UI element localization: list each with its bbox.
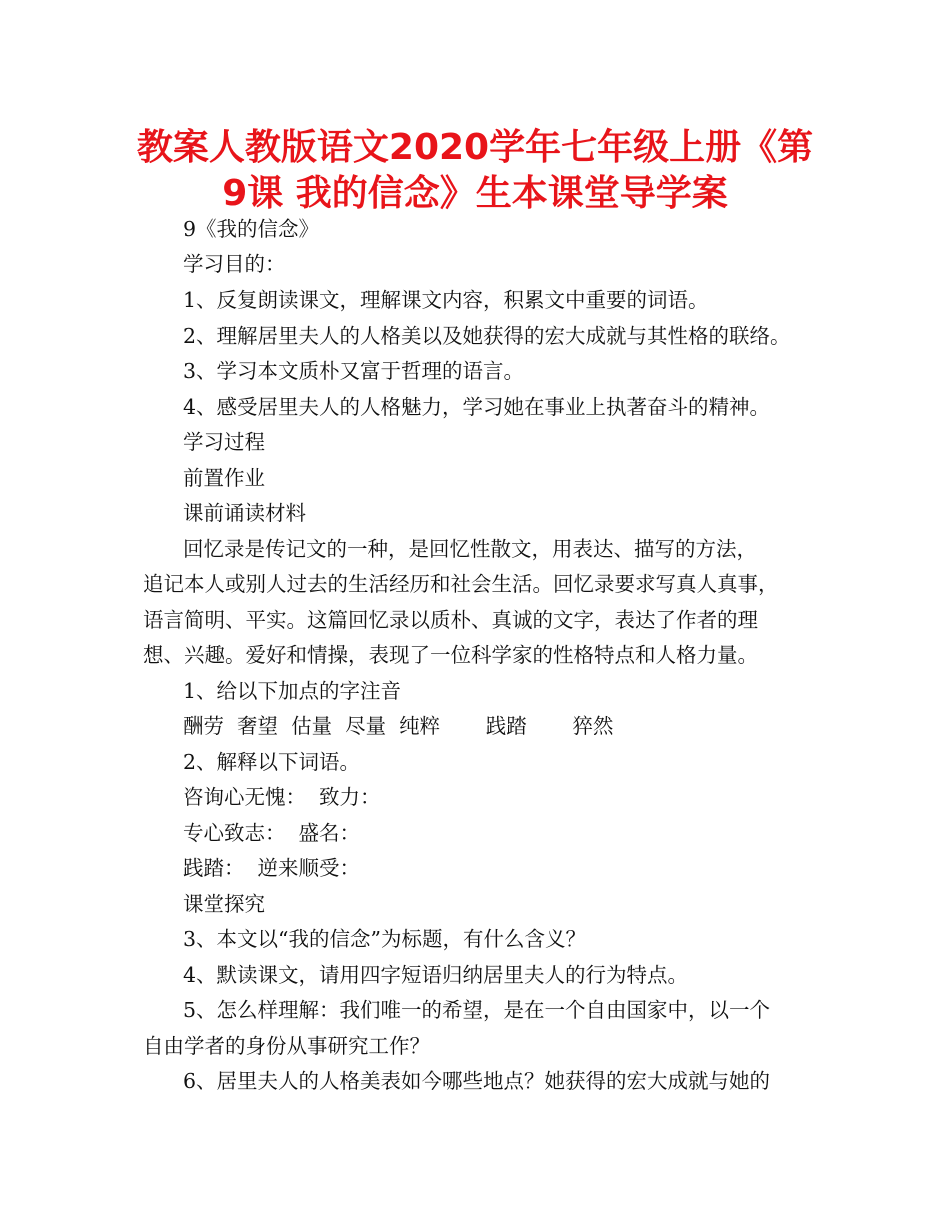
question-item-continuation: 自由学者的身份从事研究工作？ xyxy=(143,1034,430,1058)
paragraph-line: 想、兴趣。爱好和情操，表现了一位科学家的性格特点和人格力量。 xyxy=(143,643,758,667)
vocabulary-definitions: 咨询心无愧： 致力： xyxy=(183,785,381,809)
document-title-line-1: 教案人教版语文2020学年七年级上册《第 xyxy=(136,127,814,168)
question-item: 4、默读课文，请用四字短语归纳居里夫人的行为特点。 xyxy=(183,963,689,987)
question-item: 5、怎么样理解：我们唯一的希望，是在一个自由国家中，以一个 xyxy=(183,998,771,1022)
vocabulary-definitions: 践踏： 逆来顺受： xyxy=(183,856,361,880)
objective-item: 3、学习本文质朴又富于哲理的语言。 xyxy=(183,359,525,383)
lesson-heading: 9《我的信念》 xyxy=(183,217,320,241)
vocabulary-words: 酬劳 奢望 估量 尽量 纯粹 践踏 猝然 xyxy=(183,714,614,738)
vocabulary-definitions: 专心致志： 盛名： xyxy=(183,821,361,845)
objective-item: 4、感受居里夫人的人格魅力，学习她在事业上执著奋斗的精神。 xyxy=(183,395,771,419)
question-item: 3、本文以“我的信念”为标题，有什么含义？ xyxy=(183,927,587,951)
paragraph-line: 语言简明、平实。这篇回忆录以质朴、真诚的文字，表达了作者的理 xyxy=(143,608,758,632)
objective-item: 1、反复朗读课文，理解课文内容，积累文中重要的词语。 xyxy=(183,288,709,312)
section-heading-objectives: 学习目的： xyxy=(183,252,286,276)
paragraph-line: 回忆录是传记文的一种，是回忆性散文，用表达、描写的方法， xyxy=(183,537,757,561)
exercise-item: 1、给以下加点的字注音 xyxy=(183,679,402,703)
paragraph-line: 追记本人或别人过去的生活经历和社会生活。回忆录要求写真人真事， xyxy=(143,572,779,596)
section-heading-homework: 前置作业 xyxy=(183,466,265,490)
section-heading-reading: 课前诵读材料 xyxy=(183,501,306,525)
exercise-item: 2、解释以下词语。 xyxy=(183,750,361,774)
section-heading-process: 学习过程 xyxy=(183,430,265,454)
objective-item: 2、理解居里夫人的人格美以及她获得的宏大成就与其性格的联络。 xyxy=(183,324,791,348)
section-heading-inquiry: 课堂探究 xyxy=(183,892,265,916)
question-item: 6、居里夫人的人格美表如今哪些地点？她获得的宏大成就与她的 xyxy=(183,1069,771,1093)
document-title-line-2: 9课 我的信念》生本课堂导学案 xyxy=(222,173,728,214)
